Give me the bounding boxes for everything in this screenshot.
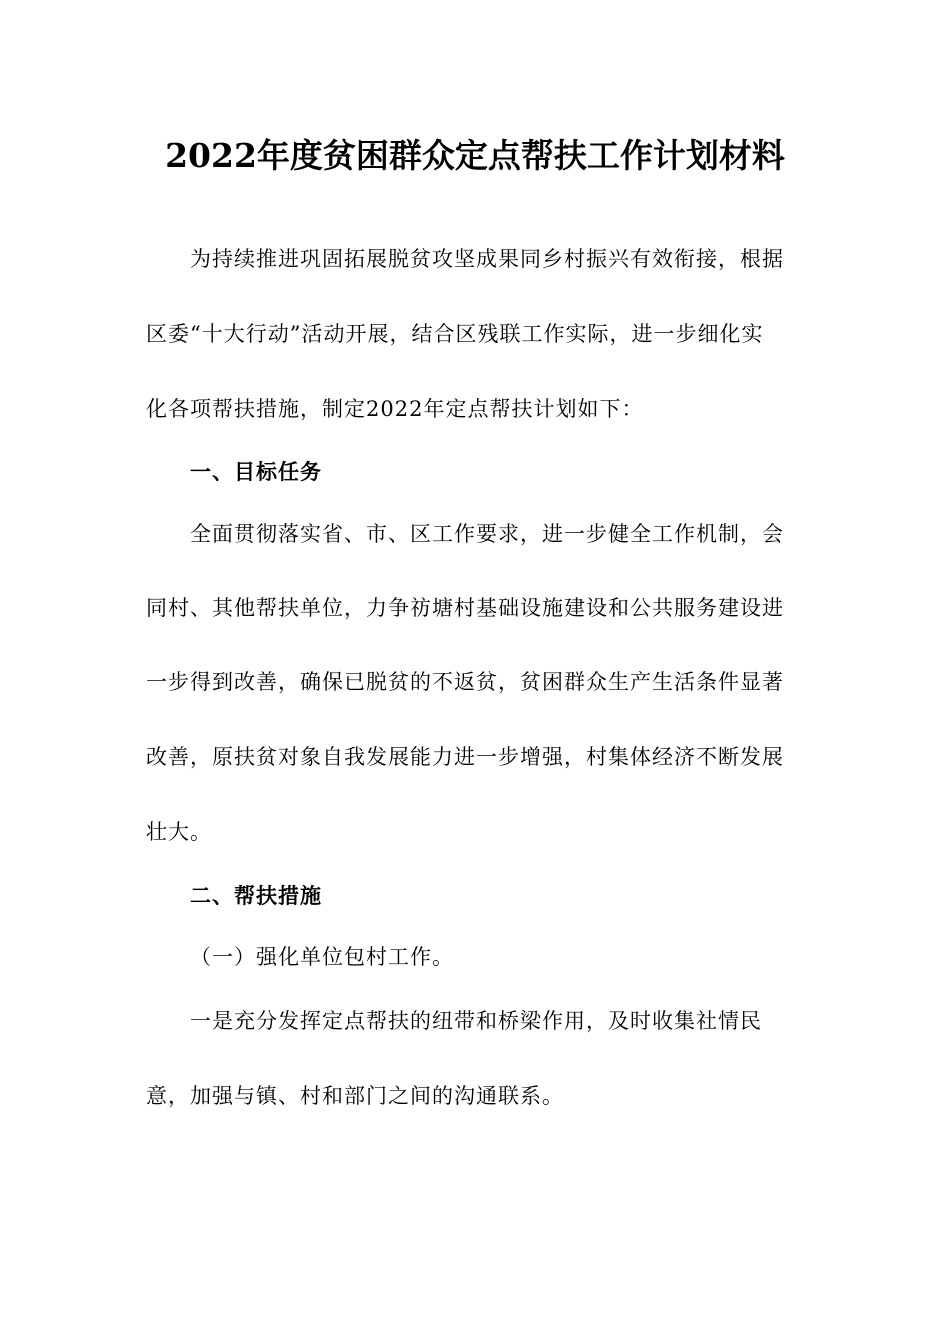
- section-heading-goals: 一、目标任务: [190, 459, 322, 484]
- section2-line-2: 意，加强与镇、村和部门之间的沟通联系。: [146, 1084, 564, 1108]
- intro-line-3: 化各项帮扶措施，制定2022年定点帮扶计划如下：: [146, 397, 644, 421]
- section2-line-1: 一是充分发挥定点帮扶的纽带和桥梁作用，及时收集社情民: [190, 1009, 762, 1033]
- section1-line-4: 改善，原扶贫对象自我发展能力进一步增强，村集体经济不断发展: [146, 745, 784, 769]
- intro-line-2: 区委“十大行动”活动开展，结合区残联工作实际，进一步细化实: [146, 322, 764, 346]
- section1-line-1: 全面贯彻落实省、市、区工作要求，进一步健全工作机制，会: [190, 522, 784, 546]
- section1-line-3: 一步得到改善，确保已脱贫的不返贫，贫困群众生产生活条件显著: [146, 670, 784, 694]
- document-title: 2022年度贫困群众定点帮扶工作计划材料: [165, 136, 785, 175]
- section-heading-measures: 二、帮扶措施: [190, 883, 322, 908]
- section1-line-5: 壮大。: [146, 820, 212, 844]
- section1-line-2: 同村、其他帮扶单位，力争祊塘村基础设施建设和公共服务建设进: [146, 596, 784, 620]
- intro-line-1: 为持续推进巩固拓展脱贫攻坚成果同乡村振兴有效衔接，根据: [190, 247, 784, 271]
- subsection-heading-1: （一）强化单位包村工作。: [190, 945, 454, 969]
